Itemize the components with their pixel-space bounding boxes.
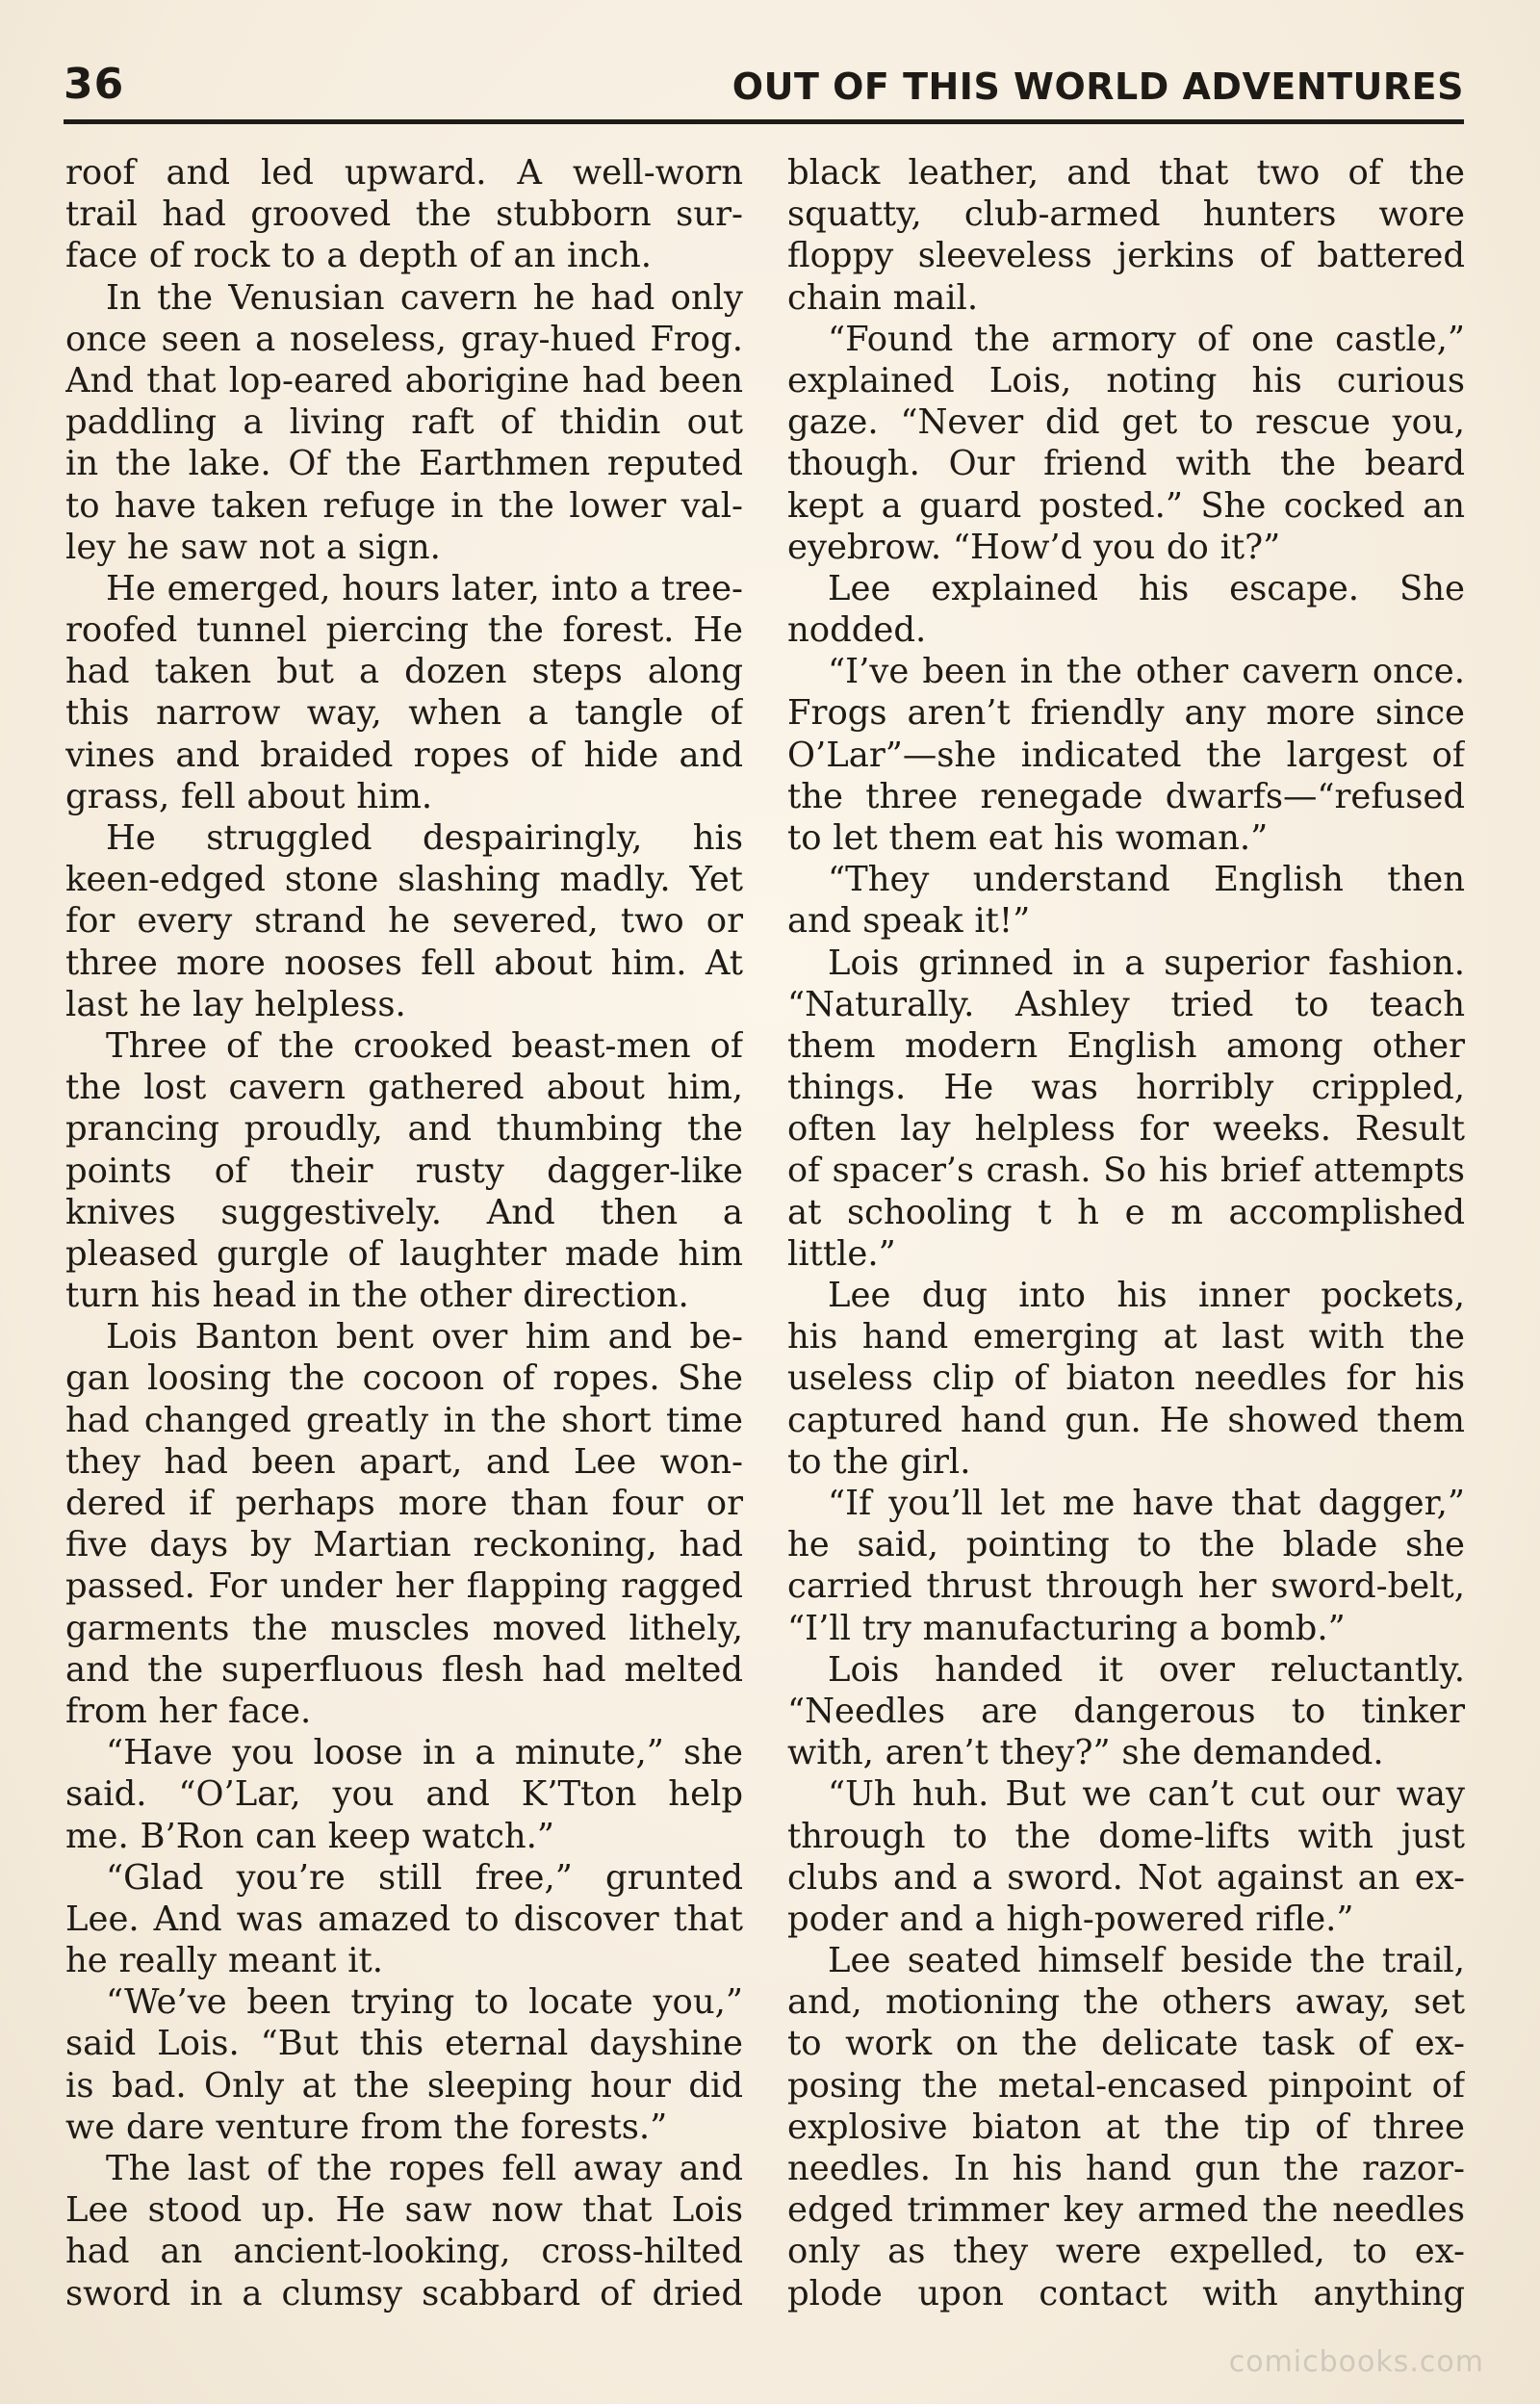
text-line: often lay helpless for weeks. Result (787, 1109, 1465, 1150)
text-line: things. He was horribly crippled, (787, 1068, 1465, 1108)
text-line: “They understand English then (828, 860, 1465, 900)
text-line: is bad. Only at the sleeping hour did (65, 2065, 743, 2106)
text-line: floppy sleeveless jerkins of battered (787, 236, 1465, 276)
text-line: he said, pointing to the blade she (787, 1525, 1465, 1565)
text-line: with, aren’t they?” she demanded. (787, 1733, 1384, 1773)
text-line: Lee stood up. He saw now that Lois (65, 2190, 743, 2231)
text-line: though. Our friend with the beard (787, 444, 1465, 484)
text-line: in the lake. Of the Earthmen reputed (65, 444, 743, 484)
text-line: pleased gurgle of laughter made him (65, 1233, 743, 1274)
text-line: to work on the delicate task of ex- (787, 2024, 1465, 2064)
text-line: And that lop-eared aborigine had been (65, 360, 743, 401)
text-line: little.” (787, 1233, 896, 1274)
text-line: “I’ve been in the other cavern once. (828, 652, 1465, 692)
text-line: points of their rusty dagger-like (65, 1150, 743, 1191)
text-line: edged trimmer key armed the needles (787, 2190, 1465, 2231)
text-line: had an ancient-looking, cross-hilted (65, 2232, 743, 2272)
text-line: captured hand gun. He showed them (787, 1400, 1465, 1440)
text-line: they had been apart, and Lee won- (65, 1441, 743, 1482)
text-line: he really meant it. (65, 1941, 383, 1981)
text-line: said Lois. “But this eternal dayshine (65, 2024, 743, 2064)
text-line: clubs and a sword. Not against an ex- (787, 1857, 1465, 1898)
text-line: keen-edged stone slashing madly. Yet (65, 860, 743, 900)
text-line: garments the muscles moved lithely, (65, 1608, 743, 1648)
text-line: passed. For under her flapping ragged (65, 1566, 743, 1607)
text-line: to have taken refuge in the lower val- (65, 485, 743, 526)
text-line: black leather, and that two of the (787, 153, 1465, 193)
text-line: “We’ve been trying to locate you,” (106, 1982, 743, 2023)
text-line: “Have you loose in a minute,” she (106, 1733, 743, 1773)
text-line: me. B’Ron can keep watch.” (65, 1816, 555, 1856)
text-line: five days by Martian reckoning, had (65, 1525, 743, 1565)
text-line: and the superfluous flesh had melted (65, 1649, 743, 1690)
text-line: O’Lar”—she indicated the largest of (787, 735, 1465, 775)
text-line: roofed tunnel piercing the forest. He (65, 610, 743, 651)
text-line: said. “O’Lar, you and K’Tton help (65, 1774, 743, 1815)
text-line: “Uh huh. But we can’t cut our way (828, 1774, 1465, 1815)
text-line: the lost cavern gathered about him, (65, 1068, 743, 1108)
text-line: sword in a clumsy scabbard of dried (65, 2273, 743, 2314)
text-line: posing the metal-encased pinpoint of (787, 2065, 1465, 2106)
text-line: “Found the armory of one castle,” (828, 319, 1465, 359)
text-line: to let them eat his woman.” (787, 818, 1269, 858)
text-line: to the girl. (787, 1441, 971, 1482)
text-line: this narrow way, when a tangle of (65, 693, 743, 734)
text-line: vines and braided ropes of hide and (65, 735, 743, 775)
text-line: Lois handed it over reluctantly. (828, 1649, 1465, 1690)
text-line: his hand emerging at last with the (787, 1317, 1465, 1357)
text-line: them modern English among other (787, 1025, 1465, 1066)
text-line: dered if perhaps more than four or (65, 1484, 743, 1523)
text-line: Lee. And was amazed to discover that (65, 1899, 743, 1939)
text-line: Lee explained his escape. She (828, 568, 1465, 608)
text-line: and speak it!” (787, 901, 1031, 942)
text-line: kept a guard posted.” She cocked an (787, 485, 1465, 526)
text-line: squatty, club-armed hunters wore (787, 194, 1465, 235)
text-line: He emerged, hours later, into a tree- (106, 568, 743, 608)
text-line: useless clip of biaton needles for his (787, 1358, 1465, 1399)
text-line: eyebrow. “How’d you do it?” (787, 527, 1281, 567)
text-line: three more nooses fell about him. At (65, 943, 743, 983)
watermark: comicbooks.com (1228, 2345, 1484, 2379)
text-line: gaze. “Never did get to rescue you, (787, 402, 1465, 443)
text-line: “Needles are dangerous to tinker (787, 1691, 1465, 1731)
text-line: roof and led upward. A well-worn (65, 153, 743, 193)
text-line: Frogs aren’t friendly any more since (787, 693, 1465, 734)
page-header (64, 60, 1464, 117)
text-line: The last of the ropes fell away and (106, 2149, 743, 2188)
text-line: trail had grooved the stubborn sur- (65, 194, 743, 235)
text-line: poder and a high-powered rifle.” (787, 1899, 1354, 1939)
text-line: nodded. (787, 610, 927, 651)
running-head: OUT OF THIS WORLD ADVENTURES (732, 65, 1464, 108)
text-column-right (787, 152, 1465, 2314)
text-line: grass, fell about him. (65, 776, 433, 816)
header-rule (64, 119, 1464, 124)
text-line: ley he saw not a sign. (65, 527, 441, 567)
text-line: only as they were expelled, to ex- (787, 2232, 1465, 2272)
text-line: last he lay helpless. (65, 984, 406, 1024)
text-line: for every strand he severed, two or (65, 901, 743, 942)
text-line: Three of the crooked beast-men of (106, 1025, 743, 1066)
text-column-left (65, 152, 743, 2314)
text-line: chain mail. (787, 277, 979, 318)
text-line: He struggled despairingly, his (106, 818, 743, 858)
page-number: 36 (64, 60, 125, 109)
text-line: In the Venusian cavern he had only (106, 277, 743, 318)
text-line: Lee seated himself beside the trail, (828, 1941, 1465, 1981)
text-line: we dare venture from the forests.” (65, 2107, 668, 2147)
text-line: explained Lois, noting his curious (787, 360, 1465, 401)
text-line: Lois Banton bent over him and be- (106, 1317, 743, 1357)
text-line: plode upon contact with anything (787, 2273, 1465, 2314)
text-line: knives suggestively. And then a (65, 1192, 743, 1232)
text-line: gan loosing the cocoon of ropes. She (65, 1358, 743, 1399)
text-line: face of rock to a depth of an inch. (65, 236, 653, 276)
text-line: needles. In his hand gun the razor- (787, 2149, 1465, 2188)
text-line: “I’ll try manufacturing a bomb.” (787, 1608, 1346, 1648)
text-line: paddling a living raft of thidin out (65, 402, 743, 443)
text-line: had taken but a dozen steps along (65, 652, 743, 692)
text-line: explosive biaton at the tip of three (787, 2107, 1465, 2147)
text-line: “Naturally. Ashley tried to teach (787, 984, 1465, 1024)
text-line: Lois grinned in a superior fashion. (828, 943, 1465, 983)
text-line: “Glad you’re still free,” grunted (106, 1857, 743, 1898)
text-line: “If you’ll let me have that dagger,” (828, 1484, 1465, 1523)
text-line: Lee dug into his inner pockets, (828, 1276, 1465, 1316)
text-line: carried thrust through her sword-belt, (787, 1566, 1465, 1607)
text-line: turn his head in the other direction. (65, 1276, 689, 1316)
text-line: prancing proudly, and thumbing the (65, 1109, 743, 1150)
text-line: and, motioning the others away, set (787, 1982, 1465, 2023)
text-line: through to the dome-lifts with just (787, 1816, 1465, 1856)
text-line: had changed greatly in the short time (65, 1400, 743, 1440)
text-line: once seen a noseless, gray-hued Frog. (65, 319, 743, 359)
text-line: from her face. (65, 1691, 312, 1731)
text-line: the three renegade dwarfs—“refused (787, 776, 1465, 816)
text-line: at schooling t h e m accomplished (787, 1192, 1465, 1232)
text-line: of spacer’s crash. So his brief attempts (787, 1150, 1465, 1190)
